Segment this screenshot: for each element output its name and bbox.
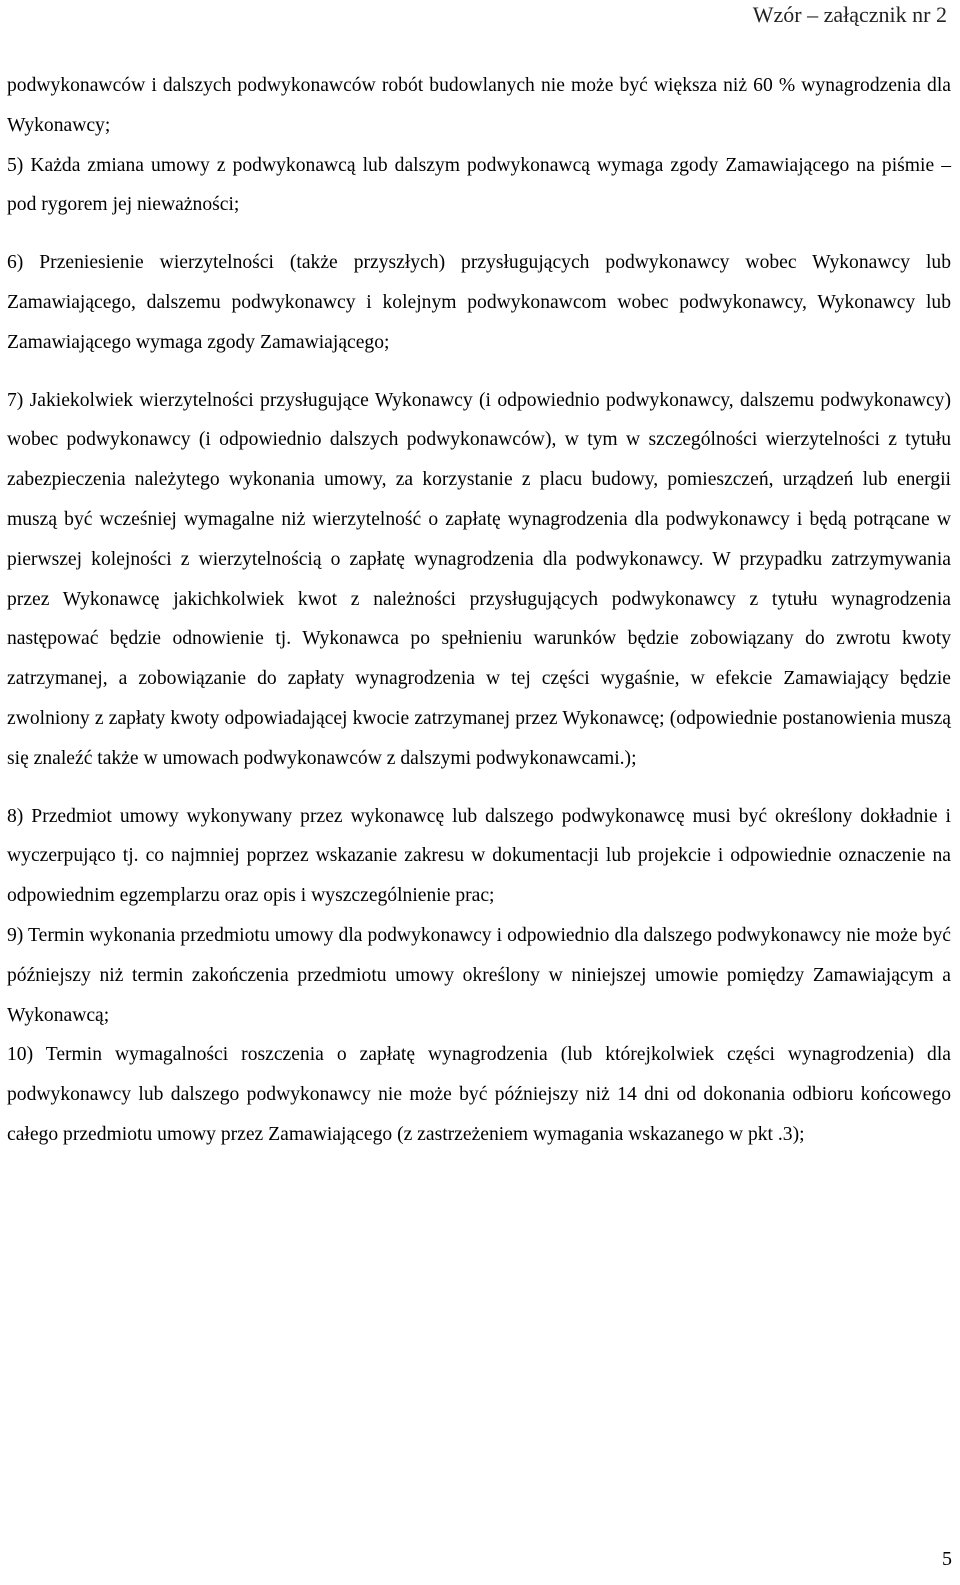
paragraph-item-9: 9) Termin wykonania przedmiotu umowy dla podwykonawcy i odpowiednio dla dalszego podwykonawcy nie może być późniejszy niż termin zakończenia przedmiotu umowy określony w niniejszej umowie pomiędzy Zamawiającym a Wykonawcą; — [7, 924, 951, 1026]
paragraph-item-8: 8) Przedmiot umowy wykonywany przez wykonawcę lub dalszego podwykonawcę musi być określony dokładnie i wyczerpująco tj. co najmniej poprzez wskazanie zakresu w dokumentacji lub projekcie i odpowiednie oznaczenie na odpowiednim egzemplarzu oraz opis i wyszczególnienie prac; — [7, 805, 951, 907]
paragraph-item-5: 5) Każda zmiana umowy z podwykonawcą lub dalszym podwykonawcą wymaga zgody Zamawiającego na piśmie – pod rygorem jej nieważności; — [7, 154, 951, 216]
paragraph-item-6: 6) Przeniesienie wierzytelności (także przyszłych) przysługujących podwykonawcy wobec Wykonawcy lub Zamawiającego, dalszemu podwykonawcy i kolejnym podwykonawcom wobec podwykonawcy, Wykonawcy lub Zamawiającego wymaga zgody Zamawiającego; — [7, 252, 951, 353]
paragraph-continuation: podwykonawców i dalszych podwykonawców robót budowlanych nie może być większa niż 60 % wynagrodzenia dla Wykonawcy; — [7, 75, 951, 136]
document-body — [7, 66, 951, 1155]
page-number: 5 — [942, 1548, 952, 1570]
page-header-title: Wzór – załącznik nr 2 — [752, 2, 947, 27]
paragraph-item-10: 10) Termin wymagalności roszczenia o zapłatę wynagrodzenia (lub którejkolwiek części wynagrodzenia) dla podwykonawcy lub dalszego podwykonawcy nie może być późniejszy niż 14 dni od dokonania odbioru końcowego całego przedmiotu umowy przez Zamawiającego (z zastrzeżeniem wymagania wskazanego w pkt .3); — [7, 1044, 951, 1145]
paragraph-item-7: 7) Jakiekolwiek wierzytelności przysługujące Wykonawcy (i odpowiednio podwykonawcy, dalszemu podwykonawcy) wobec podwykonawcy (i odpowiednio dalszych podwykonawców), w tym w szczególności wierzytelności z tytułu zabezpieczenia należytego wykonania umowy, za korzystanie z placu budowy, pomieszczeń, urządzeń lub energii muszą być wcześniej wymagalne niż wierzytelność o zapłatę wynagrodzenia dla podwykonawcy i będą potrącane w pierwszej kolejności z wierzytelnością o zapłatę wynagrodzenia dla podwykonawcy. W przypadku zatrzymywania przez Wykonawcę jakichkolwiek kwot z należności przysługujących podwykonawcy z tytułu wynagrodzenia następować będzie odnowienie tj. Wykonawca po spełnieniu warunków będzie zobowiązany do zwrotu kwoty zatrzymanej, a zobowiązanie do zapłaty wynagrodzenia w tej części wygaśnie, w efekcie Zamawiający będzie zwolniony z zapłaty kwoty odpowiadającej kwocie zatrzymanej przez Wykonawcę; (odpowiednie postanowienia muszą się znaleźć także w umowach podwykonawców z dalszymi podwykonawcami.); — [7, 389, 951, 769]
